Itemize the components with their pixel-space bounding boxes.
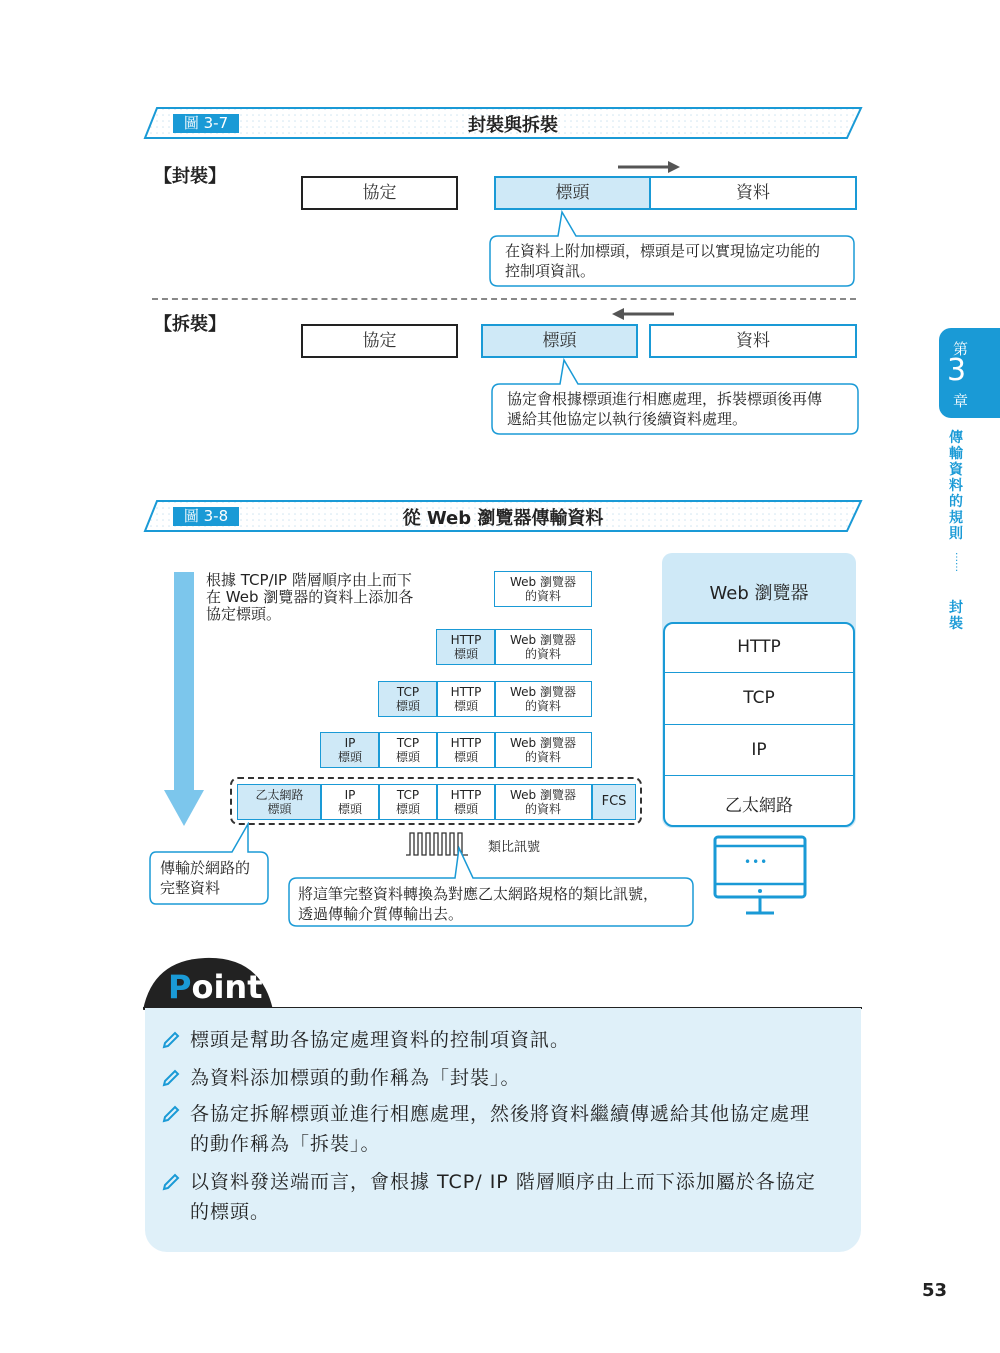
http-header-cell: HTTP 標頭 (436, 732, 496, 768)
point-item: 標頭是幫助各協定處理資料的控制項資訊。 (190, 1029, 571, 1051)
intro-line: 協定標頭。 (206, 605, 282, 623)
stack-divider (665, 724, 853, 725)
pencil-icon (162, 1069, 180, 1087)
http-header-cell: HTTP 標頭 (436, 681, 496, 717)
protocol-box: 協定 (301, 324, 458, 358)
full-data-callout-line2: 完整資料 (160, 879, 221, 897)
stack-divider (665, 672, 853, 673)
intro-line: 在 Web 瀏覽器的資料上添加各 (206, 588, 414, 606)
stack-layer-tcp: TCP (743, 688, 775, 708)
stack-layer-ethernet: 乙太網路 (725, 796, 793, 816)
point-item-cont: 的標頭。 (190, 1201, 271, 1223)
point-title: Point (168, 968, 263, 1006)
section-title: 封裝 (949, 600, 963, 632)
encap-callout-line1: 在資料上附加標頭，標頭是可以實現協定功能的 (505, 242, 821, 260)
point-item: 為資料添加標頭的動作稱為「封裝」。 (190, 1067, 521, 1089)
data-box: 資料 (649, 324, 857, 358)
figure-title: 封裝與拆裝 (468, 115, 558, 136)
decap-callout-line1: 協定會根據標頭進行相應處理，拆裝標頭後再傳 (507, 390, 823, 408)
header-box: 標頭 (494, 176, 651, 210)
ethernet-header-cell: 乙太網路 標頭 (237, 784, 322, 820)
pencil-icon (162, 1105, 180, 1123)
analog-label: 類比訊號 (488, 840, 541, 855)
point-item: 各協定拆解標頭並進行相應處理，然後將資料繼續傳遞給其他協定處理 (190, 1103, 811, 1125)
intro-text (206, 572, 413, 623)
stack-web-browser: Web 瀏覽器 (709, 583, 809, 604)
monitor-dots: ••• (744, 855, 769, 869)
figure-title: 從 Web 瀏覽器傳輸資料 (402, 508, 604, 529)
pencil-icon (162, 1031, 180, 1049)
web-data-cell: Web 瀏覽器 的資料 (494, 681, 592, 717)
web-data-cell: Web 瀏覽器 的資料 (494, 732, 592, 768)
chapter-tab (939, 328, 1000, 418)
pencil-icon (162, 1173, 180, 1191)
fcs-cell: FCS (592, 784, 636, 820)
chapter-dots: …… (953, 552, 964, 572)
figure-number: 圖 3-8 (173, 507, 239, 526)
tcp-header-cell: TCP 標頭 (378, 732, 438, 768)
stack-divider (665, 775, 853, 776)
chapter-title: 傳輸資料的規則 (949, 430, 963, 542)
web-data-cell: Web 瀏覽器 的資料 (494, 784, 592, 820)
intro-line: 根據 TCP/IP 階層順序由上而下 (206, 571, 412, 589)
http-header-cell: HTTP 標頭 (436, 629, 496, 665)
encap-label: 【封裝】 (154, 166, 226, 187)
full-data-callout-line1: 傳輸於網路的 (160, 859, 251, 877)
http-header-cell: HTTP 標頭 (436, 784, 496, 820)
figure-number: 圖 3-7 (173, 114, 239, 133)
tcp-header-cell: TCP 標頭 (378, 681, 438, 717)
header-box: 標頭 (481, 324, 638, 358)
ip-header-cell: IP 標頭 (320, 784, 380, 820)
right-arrow-icon (618, 159, 682, 175)
figure-3-7-header (143, 107, 863, 137)
down-arrow-icon (164, 572, 204, 828)
stack-layer-ip: IP (751, 740, 767, 760)
web-data-cell: Web 瀏覽器 的資料 (494, 571, 592, 607)
monitor-icon (712, 834, 808, 916)
point-item-cont: 的動作稱為「拆裝」。 (190, 1133, 381, 1155)
dashed-divider (152, 298, 856, 300)
decap-callout-line2: 遞給其他協定以執行後續資料處理。 (507, 410, 748, 428)
page-number: 53 (922, 1280, 948, 1301)
protocol-box: 協定 (301, 176, 458, 210)
web-data-cell: Web 瀏覽器 的資料 (494, 629, 592, 665)
chapter-prefix: 第 (953, 340, 969, 358)
transmit-callout-line1: 將這筆完整資料轉換為對應乙太網路規格的類比訊號， (298, 885, 659, 903)
transmit-callout-line2: 透過傳輸介質傳輸出去。 (298, 905, 464, 923)
data-box: 資料 (649, 176, 857, 210)
tcp-header-cell: TCP 標頭 (378, 784, 438, 820)
figure-3-8-header (143, 500, 863, 530)
encap-callout-line2: 控制項資訊。 (505, 262, 596, 280)
chapter-number: 3 (947, 353, 967, 388)
stack-layer-http: HTTP (737, 637, 781, 657)
point-item: 以資料發送端而言，會根據 TCP/ IP 階層順序由上而下添加屬於各協定 (190, 1171, 816, 1193)
chapter-suffix: 章 (953, 392, 969, 410)
ip-header-cell: IP 標頭 (320, 732, 380, 768)
left-arrow-icon (612, 306, 676, 322)
decap-label: 【拆裝】 (154, 314, 226, 335)
